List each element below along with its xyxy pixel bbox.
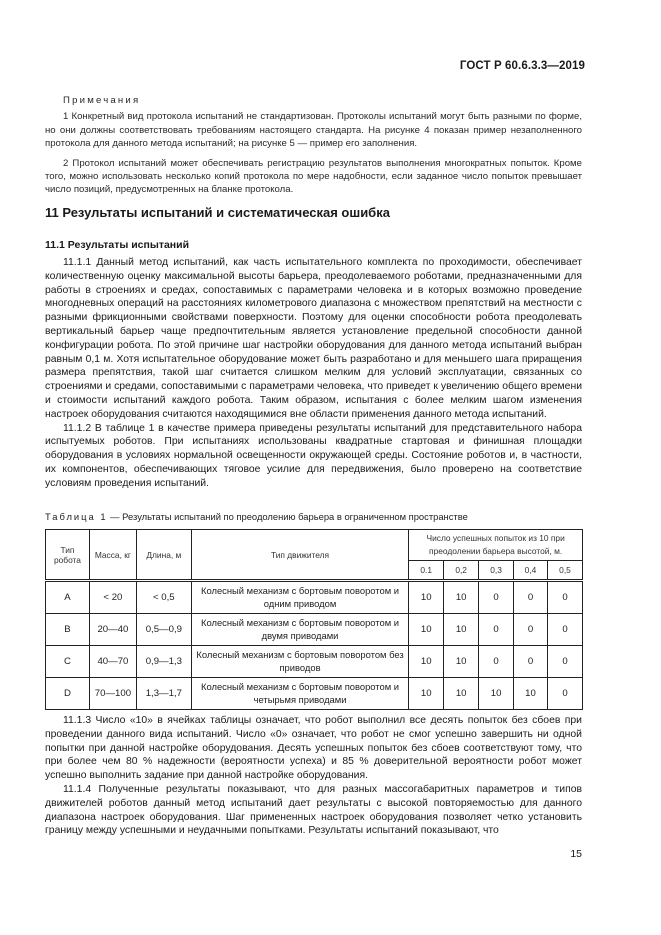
header-height-0-1: 0.1 — [409, 561, 444, 581]
cell-result: 10 — [514, 678, 548, 710]
document-code: ГОСТ Р 60.6.3.3—2019 — [459, 60, 585, 72]
cell-robot-type: C — [46, 646, 90, 678]
cell-drive: Колесный механизм с бортовым поворотом и двумя приводами — [191, 614, 408, 646]
header-height-0-2: 0,2 — [444, 561, 479, 581]
page-number: 15 — [570, 848, 582, 860]
cell-robot-type: B — [46, 614, 90, 646]
cell-result: 10 — [479, 678, 514, 710]
cell-mass: < 20 — [89, 581, 136, 614]
cell-length: 0,9—1,3 — [136, 646, 191, 678]
table-caption-text: — Результаты испытаний по преодолению барьера в ограниченном пространстве — [107, 511, 468, 522]
cell-result: 0 — [547, 646, 582, 678]
paragraph-11-1-3: 11.1.3 Число «10» в ячейках таблицы означает, что робот выполнил все десять попыток без сбоев при проведении данного вида испытаний. Число «0» означает, что робот не смог успешно завершить ни одной попытки при данной настройке оборудования. Десять успешных попыток без сбоев соответствуют тому, что при более чем 80 % надежности (вероятности успеха) и 85 % доверительной вероятности робот может успешно выполнить задание при данной настройке оборудования. — [45, 715, 582, 782]
header-attempts-group: Число успешных попыток из 10 при преодолении барьера высотой, м. — [409, 530, 583, 561]
cell-result: 0 — [514, 614, 548, 646]
cell-robot-type: D — [46, 678, 90, 710]
subsection-title: 11.1 Результаты испытаний — [45, 239, 190, 251]
cell-result: 0 — [547, 614, 582, 646]
cell-drive: Колесный механизм с бортовым поворотом и четырьмя приводами — [191, 678, 408, 710]
table-row — [46, 646, 583, 678]
cell-result: 10 — [444, 614, 479, 646]
section-title: 11 Результаты испытаний и систематическая ошибка — [45, 205, 390, 220]
table-caption-label: Таблица 1 — [45, 511, 108, 522]
cell-result: 0 — [514, 646, 548, 678]
cell-result: 10 — [444, 581, 479, 614]
table-row — [46, 614, 583, 646]
cell-drive: Колесный механизм с бортовым поворотом без приводов — [191, 646, 408, 678]
notes-title: Примечания — [63, 95, 141, 106]
cell-drive: Колесный механизм с бортовым поворотом и одним приводом — [191, 581, 408, 614]
note-1: 1 Конкретный вид протокола испытаний не стандартизован. Протоколы испытаний могут быть разными по форме, но они должны соответствовать требованиям настоящего стандарта. На рисунке 4 показан пример незаполненного протокола для данного метода испытаний; на рисунке 5 — пример его заполнения. — [45, 111, 582, 150]
header-robot-type: Тип робота — [46, 530, 90, 581]
cell-mass: 70—100 — [89, 678, 136, 710]
cell-result: 0 — [479, 614, 514, 646]
header-height-0-4: 0,4 — [514, 561, 548, 581]
cell-result: 0 — [547, 678, 582, 710]
cell-robot-type: A — [46, 581, 90, 614]
cell-result: 10 — [444, 678, 479, 710]
table-row — [46, 678, 583, 710]
cell-result: 0 — [514, 581, 548, 614]
header-drive-type: Тип движителя — [191, 530, 408, 581]
paragraph-11-1-1: 11.1.1 Данный метод испытаний, как часть испытательного комплекта по проходимости, обеспечивает количественную оценку максимальной высоты барьера, преодолеваемого роботами, предназначенными для работы в строениях и средах, сопоставимых с параметрами человека и в которых возможно проведение многодневных операций на расстояниях километрового диапазона с множеством препятствий на местности с разными фрикционными свойствами поверхности. Поэтому для оценки способности робота преодолевать вертикальный барьер чаще предпочтительным является установление предельной способности данной конфигурации робота. По этой причине шаг настройки оборудования для данного метода испытаний выбран равным 0,1 м. Хотя испытательное оборудование может быть разработано и для меньшего шага приращения размера препятствия, такой шаг считается слишком мелким для условий эксплуатации, связанных со строениями и средами, сопоставимыми с параметрами человека, что приведет к увеличению общего времени и стоимости испытаний каждого робота. Таким образом, испытания с более мелким шагом изменения настроек оборудования считаются находящимися вне области применения данного метода испытаний. — [45, 257, 582, 420]
header-length: Длина, м — [136, 530, 191, 581]
cell-length: < 0,5 — [136, 581, 191, 614]
cell-result: 10 — [444, 646, 479, 678]
header-height-0-3: 0,3 — [479, 561, 514, 581]
note-2: 2 Протокол испытаний может обеспечивать регистрацию результатов выполнения многократных попыток. Кроме того, можно использовать несколько копий протокола по мере надобности, если заданное число попыток превышает число позиций, предусмотренных на бланке протокола. — [45, 157, 582, 196]
cell-result: 10 — [409, 581, 444, 614]
paragraph-11-1-2: 11.1.2 В таблице 1 в качестве примера приведены результаты испытаний для представительного набора испытуемых роботов. При испытаниях использованы квадратные стартовая и финишная площадки оборудования в условиях нормальной освещенности окружающей среды. Состояние роботов и, в частности, их компонентов, обеспечивающих тяговое усилие для передвижения, было проверено на соответствие условиям проведения испытаний. — [45, 422, 582, 489]
table-row — [46, 581, 583, 614]
cell-length: 0,5—0,9 — [136, 614, 191, 646]
cell-result: 0 — [547, 581, 582, 614]
notes-block — [45, 94, 582, 203]
cell-result: 0 — [479, 646, 514, 678]
cell-result: 10 — [409, 614, 444, 646]
cell-result: 10 — [409, 646, 444, 678]
table-caption — [45, 511, 468, 522]
header-mass: Масса, кг — [89, 530, 136, 581]
body-text-before-table — [45, 256, 582, 491]
results-table — [45, 529, 583, 710]
cell-mass: 40—70 — [89, 646, 136, 678]
paragraph-11-1-4: 11.1.4 Полученные результаты показывают, что для разных массогабаритных параметров и типов движителей роботов данный метод испытаний дает результаты с высокой повторяемостью для данного диапазона настроек оборудования. Шаг примененных настроек оборудования позволяет четко установить границу между успешными и неудачными попытками. Результаты испытаний показывают, что — [45, 783, 582, 837]
cell-length: 1,3—1,7 — [136, 678, 191, 710]
header-height-0-5: 0,5 — [547, 561, 582, 581]
body-text-after-table — [45, 714, 582, 838]
cell-mass: 20—40 — [89, 614, 136, 646]
cell-result: 10 — [409, 678, 444, 710]
cell-result: 0 — [479, 581, 514, 614]
